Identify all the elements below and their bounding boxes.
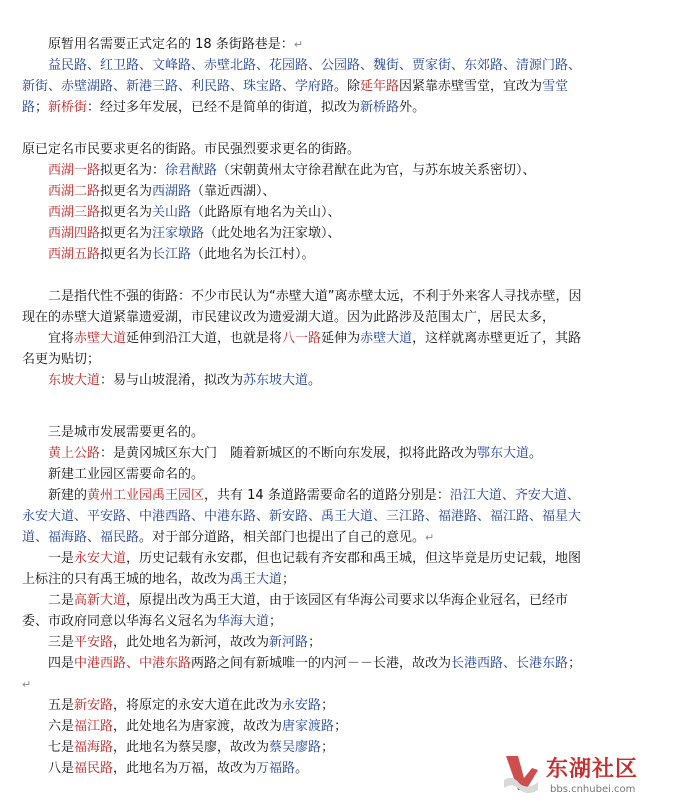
return-mark-icon: ↵ <box>425 531 435 544</box>
paragraph <box>22 590 582 632</box>
text-run: ，共有 14 条道路需要命名的道路分别是： <box>204 488 450 503</box>
paragraph <box>22 548 582 590</box>
road-name: 益民路、红卫路、文峰路、赤壁北路、花园路、公园路、魏街、贾家街、东郊路、清源门路、新街、赤壁湖路、新港三路、利民路、珠宝路、学府路 <box>22 58 582 94</box>
text-run: ； <box>35 100 49 115</box>
text-run: ：经过多年发展，已经不是简单的街道，拟改为 <box>87 100 361 115</box>
road-name: 福民路 <box>74 761 114 776</box>
text-run: ，此地名为万福，故改为 <box>113 761 257 776</box>
road-name: 福海路 <box>74 740 114 755</box>
road-name: 禹王大道 <box>230 572 283 587</box>
paragraph <box>22 653 582 695</box>
road-name: 黄上公路 <box>48 446 101 461</box>
paragraph <box>22 328 582 370</box>
text-run: 拟更名为 <box>100 205 153 220</box>
text-run: 因紧靠赤壁雪堂，宜改为 <box>399 79 543 94</box>
text-run: ，此处地名为新河，故改为 <box>113 635 270 650</box>
text-run: 。除 <box>334 79 361 94</box>
road-name: 新河路 <box>269 635 309 650</box>
text-run: 。 <box>308 373 322 388</box>
text-run: 三是 <box>48 635 75 650</box>
road-name: 长江路 <box>152 247 192 262</box>
road-name: 沿江大道、齐安大道、永安大道、平安路、中港西路、中港东路、新安路、禹王大道、三江路、福港路、福江路、福星大道、福海路、福民路 <box>22 488 582 545</box>
road-name: 西湖四路 <box>48 226 101 241</box>
road-name: 新桥街 <box>48 100 88 115</box>
text-run: 。 <box>295 761 309 776</box>
road-name: 关山路 <box>152 205 192 220</box>
road-name: 万福路 <box>256 761 296 776</box>
text-run: 二是 <box>48 593 75 608</box>
text-run: 原已定名市民要求更名的街路。市民强烈要求更名的街路。 <box>22 142 361 157</box>
paragraph <box>22 244 582 265</box>
text-run: 二是指代性不强的街路：不少市民认为“赤壁大道”离赤壁太远，不利于外来客人寻找赤壁，因现在的赤壁大道紧靠遗爱湖，市民建议改为遗爱湖大道。因为此路涉及范围太广，居民太多， <box>22 289 582 325</box>
paragraph <box>22 55 582 118</box>
text-run: ，原提出改为禹王大道，由于该园区有华海公司要求以华海企业冠名，已经市委、市政府同意以华海名义冠名为 <box>22 593 569 629</box>
road-name: 新桥路 <box>360 100 400 115</box>
paragraph <box>22 485 582 548</box>
text-run: 两路之间有新城唯一的内河－－长港，故改为 <box>191 656 452 671</box>
paragraph <box>22 422 582 443</box>
text-run: 。对于部分道路，相关部门也提出了自己的意见。 <box>139 530 426 545</box>
road-name: 黄州工业园禹王园区 <box>87 488 205 503</box>
road-name: 西湖二路 <box>48 184 101 199</box>
text-run: （此地名为长江村）。 <box>191 247 315 262</box>
text-run: 拟更名为： <box>100 163 166 178</box>
text-run: 一是 <box>48 551 75 566</box>
text-run: 拟更名为 <box>100 184 153 199</box>
return-mark-icon: ↵ <box>293 38 304 51</box>
road-name: 长港西路、长港东路 <box>451 656 569 671</box>
road-name: 高新大道 <box>74 593 127 608</box>
paragraph <box>22 716 582 737</box>
text-run: （靠近西湖）、 <box>191 184 276 199</box>
road-name: 徐君猷路 <box>165 163 218 178</box>
text-run: 延伸到沿江大道，也就是将 <box>126 331 283 346</box>
road-name: 福江路 <box>74 719 114 734</box>
text-run: 四是 <box>48 656 75 671</box>
spacer <box>22 265 582 286</box>
text-run: ：易与山坡混淆，拟改为 <box>100 373 244 388</box>
paragraph <box>22 181 582 202</box>
paragraph <box>22 737 582 758</box>
text-run: ； <box>269 614 283 629</box>
text-run: ； <box>334 719 348 734</box>
text-run: ，此地名为蔡吴廖，故改为 <box>113 740 270 755</box>
text-run: 宜将 <box>48 331 75 346</box>
road-name: 延年路 <box>360 79 400 94</box>
dong-lake-logo-icon <box>502 750 540 794</box>
paragraph <box>22 160 582 181</box>
road-name: 蔡吴廖路 <box>269 740 322 755</box>
text-run: （宋朝黄州太守徐君猷在此为官，与苏东坡关系密切）、 <box>217 163 536 178</box>
text-run: ，这样就离赤壁更近了，其路名更为贴切； <box>22 331 582 367</box>
road-name: 中港西路、中港东路 <box>74 656 192 671</box>
text-run: 原暂用名需要正式定名的 18 条街路巷是： <box>48 37 294 52</box>
paragraph <box>22 758 582 779</box>
text-run: ； <box>321 740 335 755</box>
road-name: 西湖路 <box>152 184 192 199</box>
text-run: ； <box>282 572 296 587</box>
road-name: 西湖一路 <box>48 163 101 178</box>
road-name: 永安路 <box>282 698 322 713</box>
road-name: 平安路 <box>74 635 114 650</box>
text-run: 拟更名为 <box>100 247 153 262</box>
text-run: （此处地名为汪家墩）、 <box>204 226 341 241</box>
paragraph <box>22 202 582 223</box>
road-name: 雪堂路 <box>22 79 569 115</box>
text-run: ：是黄冈城区东大门 随着新城区的不断向东发展，拟将此路改为 <box>100 446 478 461</box>
text-run: 拟更名为 <box>100 226 153 241</box>
text-run: ，将原定的永安大道在此改为 <box>113 698 283 713</box>
text-run: ，历史记载有永安郡，但也记载有齐安郡和禹王城，但这毕竟是历史记载，地图上标注的只有禹王城的地名，故改为 <box>22 551 582 587</box>
road-name: 西湖三路 <box>48 205 101 220</box>
text-run: 三是城市发展需要更名的。 <box>48 425 205 440</box>
road-name: 苏东坡大道 <box>243 373 309 388</box>
text-run: ，此处地名为唐家渡，故改为 <box>113 719 283 734</box>
road-name: 鄂东大道 <box>477 446 530 461</box>
text-run: ； <box>308 635 322 650</box>
road-name: 西湖五路 <box>48 247 101 262</box>
paragraph <box>22 695 582 716</box>
spacer <box>22 391 582 422</box>
watermark-url: bbs.cnhubei.com <box>550 784 636 795</box>
paragraph <box>22 464 582 485</box>
road-name: 华海大道 <box>217 614 270 629</box>
text-run: 新建工业园区需要命名的。 <box>48 467 205 482</box>
paragraph <box>22 443 582 464</box>
road-name: 东坡大道 <box>48 373 101 388</box>
text-run: 。 <box>529 446 543 461</box>
text-run: ； <box>568 656 582 671</box>
text-run: 七是 <box>48 740 75 755</box>
road-name: 赤壁大道 <box>74 331 127 346</box>
watermark-brand: 东湖社区 <box>546 757 639 782</box>
paragraph <box>22 632 582 653</box>
text-run: 外。 <box>399 100 426 115</box>
spacer <box>22 118 582 139</box>
road-name: 赤壁大道 <box>360 331 413 346</box>
road-name: 汪家墩路 <box>152 226 205 241</box>
watermark <box>502 750 682 804</box>
road-name: 唐家渡路 <box>282 719 335 734</box>
text-run: 六是 <box>48 719 75 734</box>
paragraph <box>22 34 582 55</box>
road-name: 新安路 <box>74 698 114 713</box>
text-run: 新建的 <box>48 488 88 503</box>
text-run: 五是 <box>48 698 75 713</box>
return-mark-icon: ↵ <box>22 678 32 691</box>
text-run: （此路原有地名为关山）、 <box>191 205 341 220</box>
road-name: 永安大道 <box>74 551 127 566</box>
text-run: 延伸为 <box>321 331 361 346</box>
paragraph <box>22 139 582 160</box>
document-body <box>22 34 582 779</box>
road-name: 八一路 <box>282 331 322 346</box>
paragraph <box>22 370 582 391</box>
text-run: ； <box>321 698 335 713</box>
paragraph <box>22 286 582 328</box>
text-run: 八是 <box>48 761 75 776</box>
paragraph <box>22 223 582 244</box>
